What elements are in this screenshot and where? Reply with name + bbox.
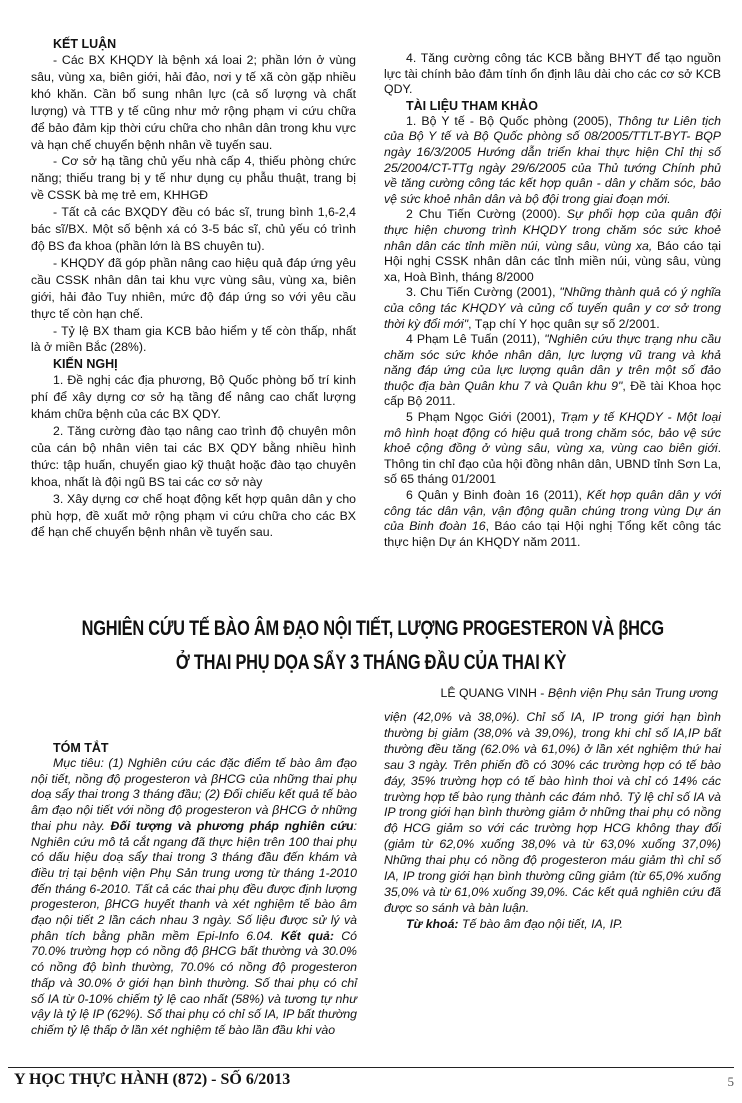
reference-source: , Đề tài Khoa học cấp Bộ 2011. [384, 378, 721, 409]
conclusion-section [31, 36, 356, 541]
recommendation-item: 3. Xây dựng cơ chế hoạt động kết hợp quân dân y cho phù hợp, đề xuất mở rộng phạm vi cứu chữa cho các BX để hạn chế chuyển bệnh nhân về tuyến sau. [31, 491, 356, 540]
reference-author: 1. Bộ Y tế - Bộ Quốc phòng (2005), [406, 113, 618, 128]
abstract-results-continued: viện (42,0% và 38,0%). Chỉ số IA, IP trong giới hạn bình thường bị giảm (38,0% và 39,0%), trong khi chỉ số IA,IP bất thường đều tăng (62.0% và 61,0%) ở lần xét nghiệm thứ hai sau 3 ngày. Trên phiến đồ có 30% các trường hợp có tế bào đáy, 35% trường hợp có tế bào hình thoi và chỉ có 14% các trường hợp tế bào rụng thành các đám nhỏ. Tỷ lệ chỉ số IA và IP trong giới hạn bình thường giảm ở những thai phụ có nồng độ HCG giảm so với các trường hợp HCG không thay đổi (giảm từ 62,0% xuống 38,0% và từ 63,0% xuống 37,0%) Những thai phụ có nồng độ progesteron máu giảm thì chỉ số IA, IP trong giới hạn bình thường cũng giảm (từ 65,0% xuống 35,0% và từ 61,0% xuống 39,0%. Các kết quả nghiên cứu đã được so sánh và bàn luận. [384, 710, 721, 915]
reference-item [384, 488, 721, 550]
references-section [384, 51, 721, 550]
conclusion-paragraph: - Tỷ lệ BX tham gia KCB bảo hiểm y tế còn thấp, nhất là ở miền Bắc (28%). [31, 323, 356, 355]
recommendation-item: 4. Tăng cường công tác KCB bằng BHYT để tạo nguồn lực tài chính bảo đảm tính ổn định lâu dài cho các cơ sở KCB QDY. [384, 51, 721, 97]
references-heading: TÀI LIỆU THAM KHẢO [406, 98, 538, 113]
methods-label: Đối tượng và phương pháp nghiên cứu [110, 818, 354, 833]
abstract-right [384, 710, 721, 933]
reference-item [384, 410, 721, 488]
author-separator: - [536, 686, 548, 700]
journal-footer: Y HỌC THỰC HÀNH (872) - SỐ 6/2013 [14, 1071, 291, 1088]
reference-author: 5 Phạm Ngọc Giới (2001), [406, 410, 561, 425]
reference-item [384, 207, 721, 285]
recommendation-item: 1. Đề nghị các địa phương, Bộ Quốc phòng bố trí kinh phí để xây dựng cơ sở hạ tầng để nâng cao chất lượng khám chữa bệnh của các BX QDY. [31, 373, 356, 422]
keywords: Tế bào âm đạo nội tiết, IA, IP. [458, 916, 624, 931]
keywords-paragraph [384, 917, 721, 933]
author-line [441, 686, 718, 700]
abstract-left [31, 740, 357, 1039]
conclusion-paragraph: - KHQDY đã góp phần nâng cao hiệu quả đáp ứng yêu cầu CSSK nhân dân tai khu vực vùng sâu, vùng xa, biên giới, hải đảo Tuy nhiên, mức độ đáp ứng so với yêu cầu thực tế còn hạn chế. [31, 255, 356, 321]
reference-item [384, 285, 721, 332]
reference-author: 6 Quân y Binh đoàn 16 (2011), [406, 488, 587, 503]
reference-author: 3. Chu Tiến Cường (2001), [406, 285, 560, 300]
reference-item [384, 332, 721, 410]
reference-source: , Báo cáo tại Hội nghị Tổng kết công tác thực hiện Dự án KHQDY năm 2011. [384, 519, 721, 549]
results-label: Kết quả: [280, 928, 334, 943]
reference-title: "Những thành quả có ý nghĩa của công tác KHQDY và củng cố tuyến quân y cơ sở trong thời kỳ đổi mới" [384, 285, 721, 331]
article-title-line: Ở THAI PHỤ DỌA SẨY 3 THÁNG ĐẦU CỦA THAI KỲ [175, 651, 567, 674]
article-title [0, 612, 742, 680]
reference-title: Thông tư Liên tịch của Bộ Y tế và Bộ Quốc phòng số 08/2005/TTLT-BYT- BQP ngày 16/3/2005 Hướng dẫn triển khai thực hiện Chỉ thị số 25/2004/CT-TTg ngày 29/6/2005 của Thủ tướng Chính phủ về tăng cường công tác kết hợp quân - dân y chăm sóc, bảo vệ sức khoẻ nhân dân và bộ đội trong giai đoạn mới. [384, 113, 721, 206]
author-name: LÊ QUANG VINH [440, 686, 537, 700]
conclusion-paragraph: - Tất cả các BXQDY đều có bác sĩ, trung bình 1,6-2,4 bác sĩ/BX. Một số bệnh xá có 3-5 bác sĩ, chủ yếu có trình độ BS đa khoa (phần lớn là BS chuyên tu). [31, 205, 356, 253]
article-title-line: NGHIÊN CỨU TẾ BÀO ÂM ĐẠO NỘI TIẾT, LƯỢNG PROGESTERON VÀ βHCG [81, 617, 664, 640]
reference-source: . Thông tin chỉ đạo của hội đồng nhân dân, UBND tỉnh Sơn La, số 65 tháng 01/2001 [384, 441, 721, 487]
conclusion-paragraph: - Các BX KHQDY là bệnh xá loai 2; phần lớn ở vùng sâu, vùng xa, biên giới, hải đảo, nơi y tế xã còn gặp nhiều khó khăn. Cần bổ sung nhân lực (cả số lượng và chất lượng) và TTB y tế cũng như mở rộng phạm vi cứu chữa để bảo đảm kịp thời cứu chữa cho nhân dân trong khu vực và hạn chế chuyển bệnh nhân về tuyến sau. [31, 53, 356, 152]
author-affiliation: Bệnh viện Phụ sản Trung ương [547, 686, 718, 700]
page-number: 5 [727, 1074, 734, 1089]
recommend-heading: KIẾN NGHỊ [53, 357, 118, 372]
conclusion-heading: KẾT LUẬN [53, 37, 117, 51]
reference-source: Báo cáo tại Hội nghị CSSK nhân dân các tỉnh miền núi, vùng sâu, vùng xa, Hoà Bình, tháng 8/2000 [384, 238, 721, 284]
abstract-results: Có 70.0% trường hợp có nồng độ βHCG bất thường và 30.0% có nồng độ bình thường, 70.0% có nồng độ progesteron thấp và 30.0% ở giới hạn bình thường. Số thai phụ có chỉ số IA từ 0-10% chiếm tỷ lệ cao nhất (58%) và tương tự như vậy là tỷ lệ IP (62%). Số thai phụ có chỉ số IA, IP bất thường chiếm tỷ lệ thấp ở lần xét nghiệm tế bào lần đầu khi vào [31, 928, 357, 1037]
abstract-paragraph [31, 756, 357, 1039]
reference-author: 2 Chu Tiến Cường (2000). [406, 207, 567, 222]
reference-title: "Nghiên cứu thực trạng nhu cầu chăm sóc sức khỏe nhân dân, lực lượng vũ trang và khả năng đáp ứng của lực lượng quân dân y trên một số đảo thuộc địa bàn Quân khu 7 và Quân khu 9" [384, 332, 722, 393]
reference-title: Sự phối hợp của quân đội thực hiện chương trình KHQDY trong chăm sóc sức khoẻ nhân dân các tỉnh miền núi, vùng sâu, vùng xa, [384, 207, 721, 253]
keywords-label: Từ khoá: [406, 916, 459, 931]
reference-author: 4 Phạm Lê Tuấn (2011), [406, 332, 545, 347]
conclusion-paragraph: - Cơ sở hạ tầng chủ yếu nhà cấp 4, thiếu phòng chức năng; thiếu trang bị y tế như dụng cụ phẫu thuật, trang bị về CSSK bà mẹ trẻ em, KHHGĐ [31, 154, 356, 203]
reference-title: Kết hợp quân dân y với công tác dân vận, vận động quần chúng trong vùng Dự án của Binh đoàn 16 [384, 488, 721, 534]
reference-source: , Tạp chí Y học quân sự số 2/2001. [468, 316, 660, 331]
reference-item [384, 114, 721, 208]
reference-title: Trạm y tế KHQDY - Một loại mô hình hoạt động có hiệu quả trong chăm sóc, bảo vệ sức khoẻ cộng đồng ở vùng sâu, vùng xa, vùng cao biên giới [384, 410, 721, 456]
footer-divider [8, 1067, 734, 1068]
abstract-heading: TÓM TẮT [53, 741, 109, 755]
recommendation-item: 2. Tăng cường đào tạo nâng cao trình độ chuyên môn của cán bộ nhân viên tai các BX QDY bằng nhiều hình thức: tập huấn, chuyển giao kỹ thuật hoặc đào tạo chuyên khoa, nhất là đội ngũ BS tai các cơ sở này [31, 424, 356, 489]
abstract-methods: : Nghiên cứu mô tả cắt ngang đã thực hiện trên 100 thai phụ có dấu hiệu doạ sẩy thai trong 3 tháng đầu đến khám và điều trị tại bệnh viện Phụ Sản trung ương từ tháng 1-2010 đến tháng 6-2010. Tất cả các thai phụ đều được định lượng progesteron, βHCG huyết thanh và xét nghiệm tế bào âm đạo nội tiết 2 lần cách nhau 3 ngày. Số liệu được sử lý và phân tích bằng phần mềm Epi-Info 6.04. [31, 818, 357, 943]
abstract-objectives: Mục tiêu: (1) Nghiên cứu các đặc điểm tế bào âm đạo nội tiết, nồng độ progesteron và βHCG của những thai phụ doạ sẩy thai trong 3 tháng đầu; (2) Đối chiếu kết quả tế bào âm đạo nội tiết với nồng độ progesteron và βHCG ở những thai phu này. [31, 756, 357, 833]
